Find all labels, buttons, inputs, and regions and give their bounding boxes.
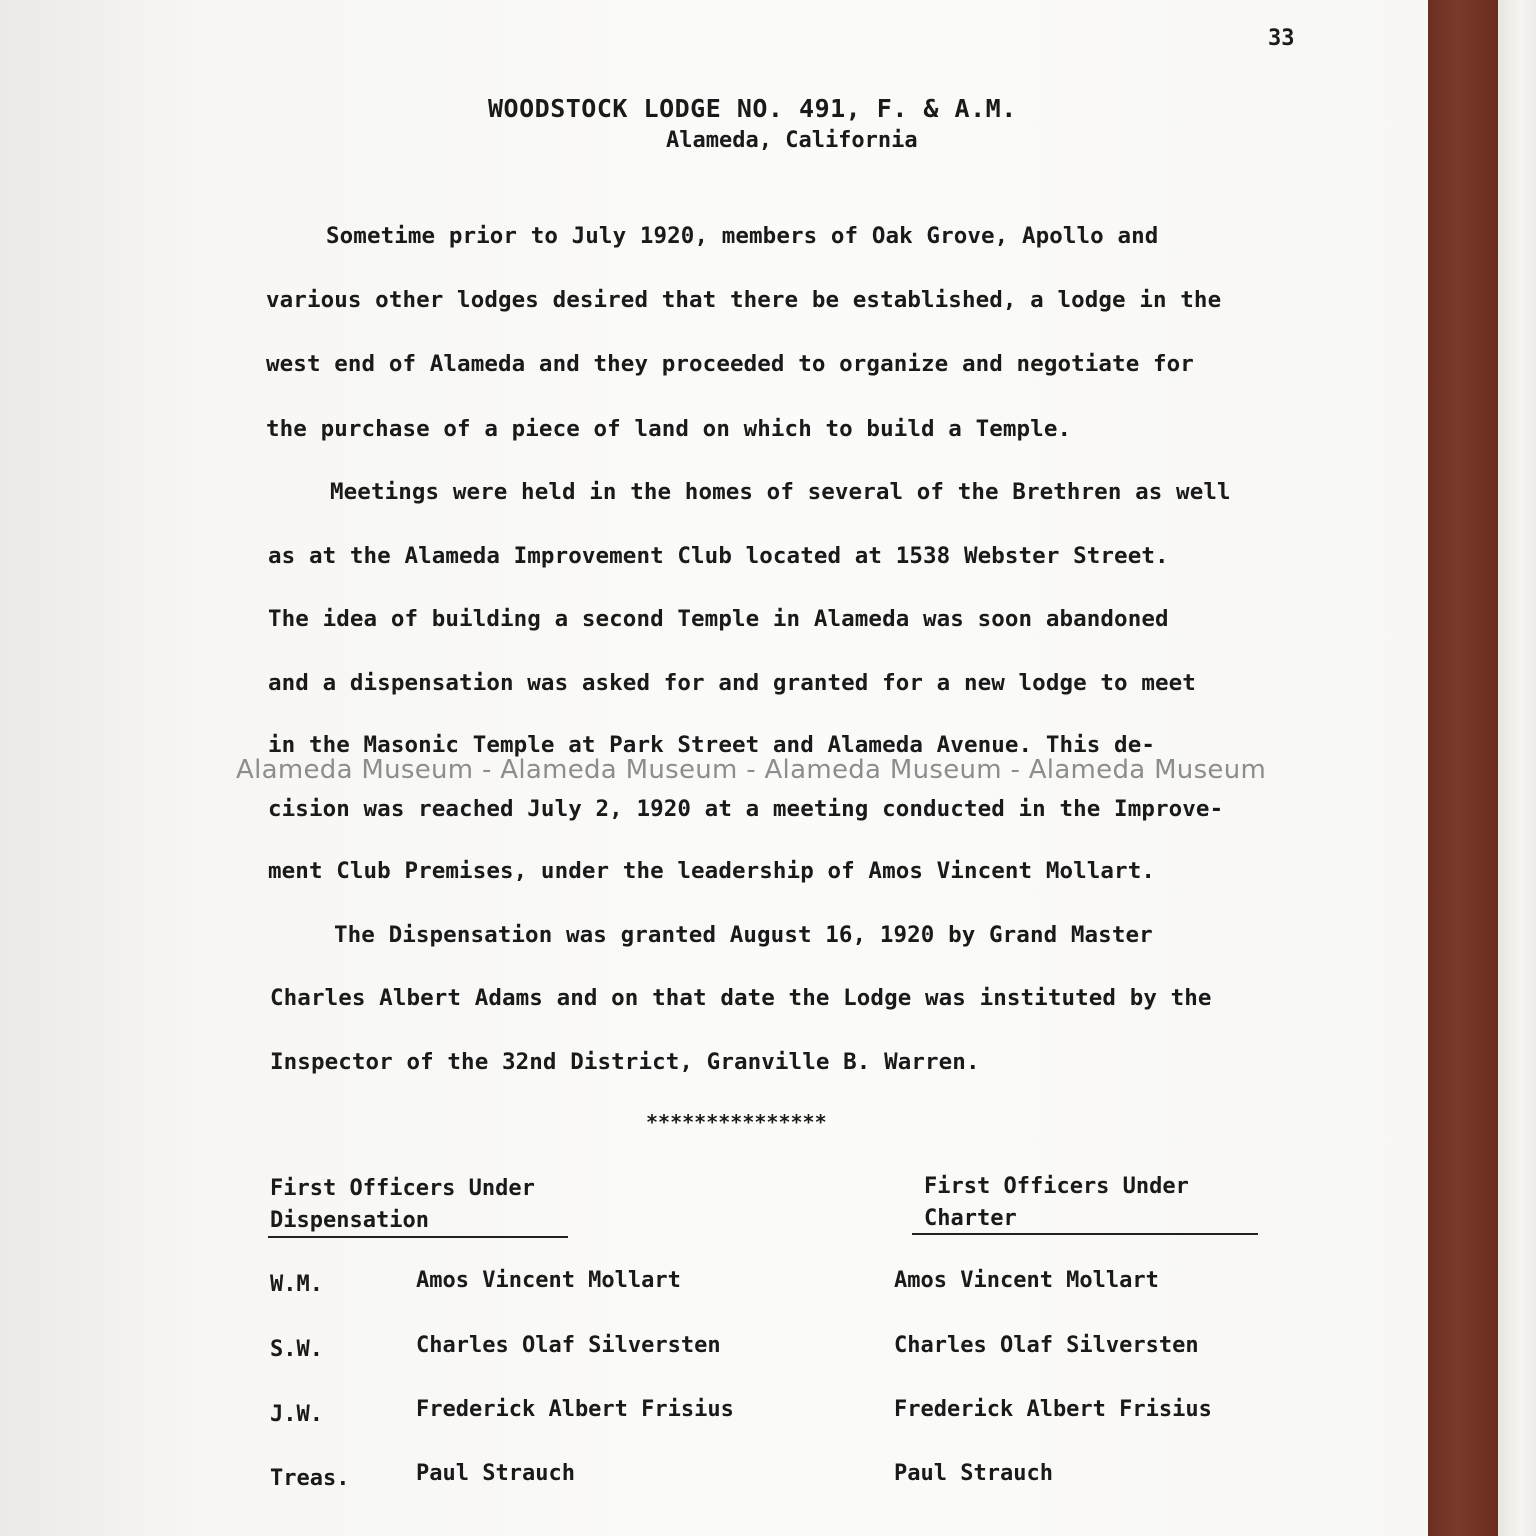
heading-charter-line2: Charter xyxy=(924,1206,1017,1231)
officer-dispensation-name: Amos Vincent Mollart xyxy=(416,1268,681,1293)
document-subtitle: Alameda, California xyxy=(666,128,918,153)
heading-charter-rule xyxy=(912,1233,1258,1235)
page-edge xyxy=(1498,0,1536,1536)
paragraph-line: the purchase of a piece of land on which to build a Temple. xyxy=(266,416,1072,442)
officer-dispensation-name: Paul Strauch xyxy=(416,1461,575,1486)
officer-title: S.W. xyxy=(270,1337,323,1362)
paragraph-line: various other lodges desired that there be established, a lodge in the xyxy=(266,287,1222,313)
page-number: 33 xyxy=(1268,26,1295,51)
paragraph-line: and a dispensation was asked for and granted for a new lodge to meet xyxy=(268,670,1196,696)
officer-charter-name: Frederick Albert Frisius xyxy=(894,1397,1212,1422)
document-title: WOODSTOCK LODGE NO. 491, F. & A.M. xyxy=(488,94,1017,123)
paragraph-line: ment Club Premises, under the leadership of Amos Vincent Mollart. xyxy=(268,858,1155,884)
paragraph-line: Charles Albert Adams and on that date the Lodge was instituted by the xyxy=(270,985,1212,1011)
heading-charter-line1: First Officers Under xyxy=(924,1174,1189,1199)
heading-dispensation-rule xyxy=(268,1236,568,1238)
officer-dispensation-name: Charles Olaf Silversten xyxy=(416,1333,721,1358)
paragraph-line: Meetings were held in the homes of several of the Brethren as well xyxy=(330,479,1231,505)
officer-charter-name: Amos Vincent Mollart xyxy=(894,1268,1159,1293)
paragraph-line: cision was reached July 2, 1920 at a meeting conducted in the Improve- xyxy=(268,796,1224,822)
officer-charter-name: Paul Strauch xyxy=(894,1461,1053,1486)
heading-dispensation-line2: Dispensation xyxy=(270,1208,429,1233)
paragraph-line: The idea of building a second Temple in Alameda was soon abandoned xyxy=(268,606,1169,632)
watermark-text: Alameda Museum - Alameda Museum - Alameda Museum - Alameda Museum xyxy=(236,755,1267,785)
paragraph-line: The Dispensation was granted August 16, 1920 by Grand Master xyxy=(334,922,1153,948)
book-spine xyxy=(1428,0,1498,1536)
paragraph-line: as at the Alameda Improvement Club located at 1538 Webster Street. xyxy=(268,543,1169,569)
heading-dispensation-line1: First Officers Under xyxy=(270,1176,535,1201)
officer-charter-name: Charles Olaf Silversten xyxy=(894,1333,1199,1358)
officer-title: W.M. xyxy=(270,1272,323,1297)
officer-title: Treas. xyxy=(270,1466,350,1491)
paragraph-line: Inspector of the 32nd District, Granville B. Warren. xyxy=(270,1049,980,1075)
paragraph-line: west end of Alameda and they proceeded to organize and negotiate for xyxy=(266,351,1194,377)
paragraph-line: Sometime prior to July 1920, members of Oak Grove, Apollo and xyxy=(326,223,1159,249)
section-separator: *************** xyxy=(646,1110,827,1134)
paragraph-line: in the Masonic Temple at Park Street and Alameda Avenue. This de- xyxy=(268,732,1155,758)
officer-title: J.W. xyxy=(270,1402,323,1427)
officer-dispensation-name: Frederick Albert Frisius xyxy=(416,1397,734,1422)
